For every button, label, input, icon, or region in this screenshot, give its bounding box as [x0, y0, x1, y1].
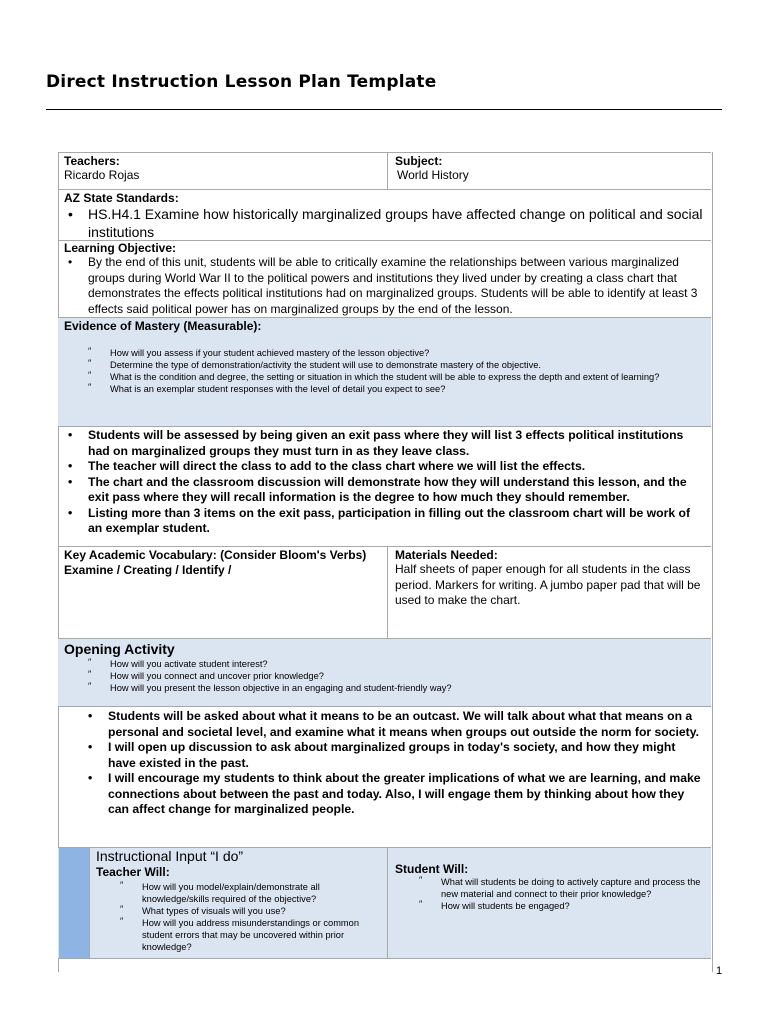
mastery-label: Evidence of Mastery (Measurable): — [64, 319, 262, 333]
mastery-answers — [64, 428, 705, 537]
objective-item: • By the end of this unit, students will be able to critically examine the relationships between various marginalized groups during World War II to the political powers and institutions they lived under by creating a class chart that demonstrates the effects political institutions had on marginalized groups. Students will be able to identify at least 3 effects said political power has on marginalized groups by the end of the lesson. — [64, 255, 703, 317]
opening-label: Opening Activity — [64, 641, 175, 657]
teacher-will-label: Teacher Will: — [96, 865, 170, 879]
objective-cell — [64, 241, 703, 317]
opening-prompt-item: ″ How will you connect and uncover prior knowledge? — [64, 670, 703, 682]
student-will-label: Student Will: — [395, 862, 469, 876]
teacher-prompt-item: ″ What types of visuals will you use? — [96, 905, 388, 917]
standards-row — [58, 189, 711, 240]
title-divider — [46, 109, 722, 110]
mastery-prompt-item: ″ What is the condition and degree, the setting or situation in which the student will be able to express the depth and extent of learning? — [64, 371, 703, 383]
mastery-prompt-item: ″ What is an exemplar student responses with the level of detail you expect to see? — [64, 383, 703, 395]
teacher-will-prompts — [96, 881, 388, 953]
mastery-answer-item: • The teacher will direct the class to add to the class chart where we will list the effects. — [64, 459, 705, 475]
mastery-answer-row — [58, 426, 711, 546]
opening-prompt-item: ″ How will you present the lesson objective in an engaging and student-friendly way? — [64, 682, 703, 694]
mastery-answer-item: • Listing more than 3 items on the exit pass, participation in filling out the classroom chart will be work of an exemplar student. — [64, 506, 705, 537]
mastery-prompt-item: ″ How will you assess if your student achieved mastery of the lesson objective? — [64, 347, 703, 359]
student-will-prompts — [395, 876, 707, 912]
mastery-answer-item: • The chart and the classroom discussion will demonstrate how they will understand this lesson, and the exit pass where they will recall information is the degree to how much they should remember. — [64, 475, 705, 506]
teachers-label: Teachers: — [64, 154, 120, 168]
subject-label: Subject: — [395, 154, 443, 168]
opening-answer-item: • I will encourage my students to think about the greater implications of what we are learning, and make connections about between the past and today. Also, I will engage them by thinking about how they can affect change for marginalized people. — [84, 771, 705, 818]
opening-answer-cell — [84, 707, 705, 847]
subject-value: World History — [397, 168, 469, 182]
mastery-prompts — [64, 347, 703, 395]
subject-cell — [395, 153, 705, 189]
standards-list — [64, 205, 703, 241]
standards-cell — [64, 190, 703, 240]
vocab-cell — [64, 547, 380, 638]
accent-divider — [89, 848, 90, 958]
teacher-subject-row — [58, 152, 711, 189]
teacher-prompt-item: ″ How will you model/explain/demonstrate all knowledge/skills required of the objective? — [96, 881, 388, 905]
materials-cell — [395, 547, 707, 638]
vocab-materials-row — [58, 546, 711, 638]
student-prompt-item: ″ What will students be doing to actively capture and process the new material and connect to their prior knowledge? — [395, 876, 707, 900]
teacher-will-cell — [96, 848, 388, 958]
objective-row — [58, 240, 711, 317]
document-title: Direct Instruction Lesson Plan Template — [46, 72, 437, 92]
column-divider — [387, 547, 388, 638]
opening-answer-row — [58, 706, 711, 847]
opening-answers — [84, 709, 705, 818]
column-divider — [387, 848, 388, 958]
opening-prompt-row — [58, 638, 711, 706]
section-accent-bar — [59, 848, 89, 958]
opening-prompt-cell — [64, 639, 703, 706]
teachers-value: Ricardo Rojas — [64, 168, 140, 182]
teachers-cell — [64, 153, 384, 189]
mastery-answer-item: • Students will be assessed by being given an exit pass where they will list 3 effects political institutions had on marginalized groups they must turn in as they leave class. — [64, 428, 705, 459]
opening-answer-item: • Students will be asked about what it means to be an outcast. We will talk about what that means on a personal and societal level, and examine what it means when groups out outside the norm for society. — [84, 709, 705, 740]
mastery-prompt-cell — [64, 318, 703, 426]
opening-answer-item: • I will open up discussion to ask about marginalized groups in today's society, and how they might have existed in the past. — [84, 740, 705, 771]
instructional-input-row — [58, 847, 711, 959]
vocab-label: Key Academic Vocabulary: (Consider Bloom's Verbs) — [64, 548, 367, 562]
vocab-value: Examine / Creating / Identify / — [64, 563, 232, 577]
mastery-prompt-row — [58, 317, 711, 426]
column-divider — [387, 153, 388, 189]
instructional-input-label: Instructional Input “I do” — [96, 848, 244, 864]
mastery-answer-cell — [64, 427, 705, 546]
materials-label: Materials Needed: — [395, 548, 498, 562]
objective-list — [64, 255, 703, 317]
teacher-prompt-item: ″ How will you address misunderstandings or common student errors that may be uncovered within prior knowledge? — [96, 917, 388, 953]
student-will-cell — [395, 848, 707, 958]
materials-value: Half sheets of paper enough for all students in the class period. Markers for writing. A jumbo paper pad that will be used to make the chart. — [395, 562, 701, 607]
standard-item: • HS.H4.1 Examine how historically marginalized groups have affected change on political and social institutions — [64, 205, 703, 241]
opening-prompts — [64, 658, 703, 694]
mastery-prompt-item: ″ Determine the type of demonstration/activity the student will use to demonstrate mastery of the objective. — [64, 359, 703, 371]
objective-label: Learning Objective: — [64, 241, 177, 255]
page-number: 1 — [716, 965, 723, 977]
student-prompt-item: ″ How will students be engaged? — [395, 900, 707, 912]
opening-prompt-item: ″ How will you activate student interest? — [64, 658, 703, 670]
standards-label: AZ State Standards: — [64, 191, 179, 205]
